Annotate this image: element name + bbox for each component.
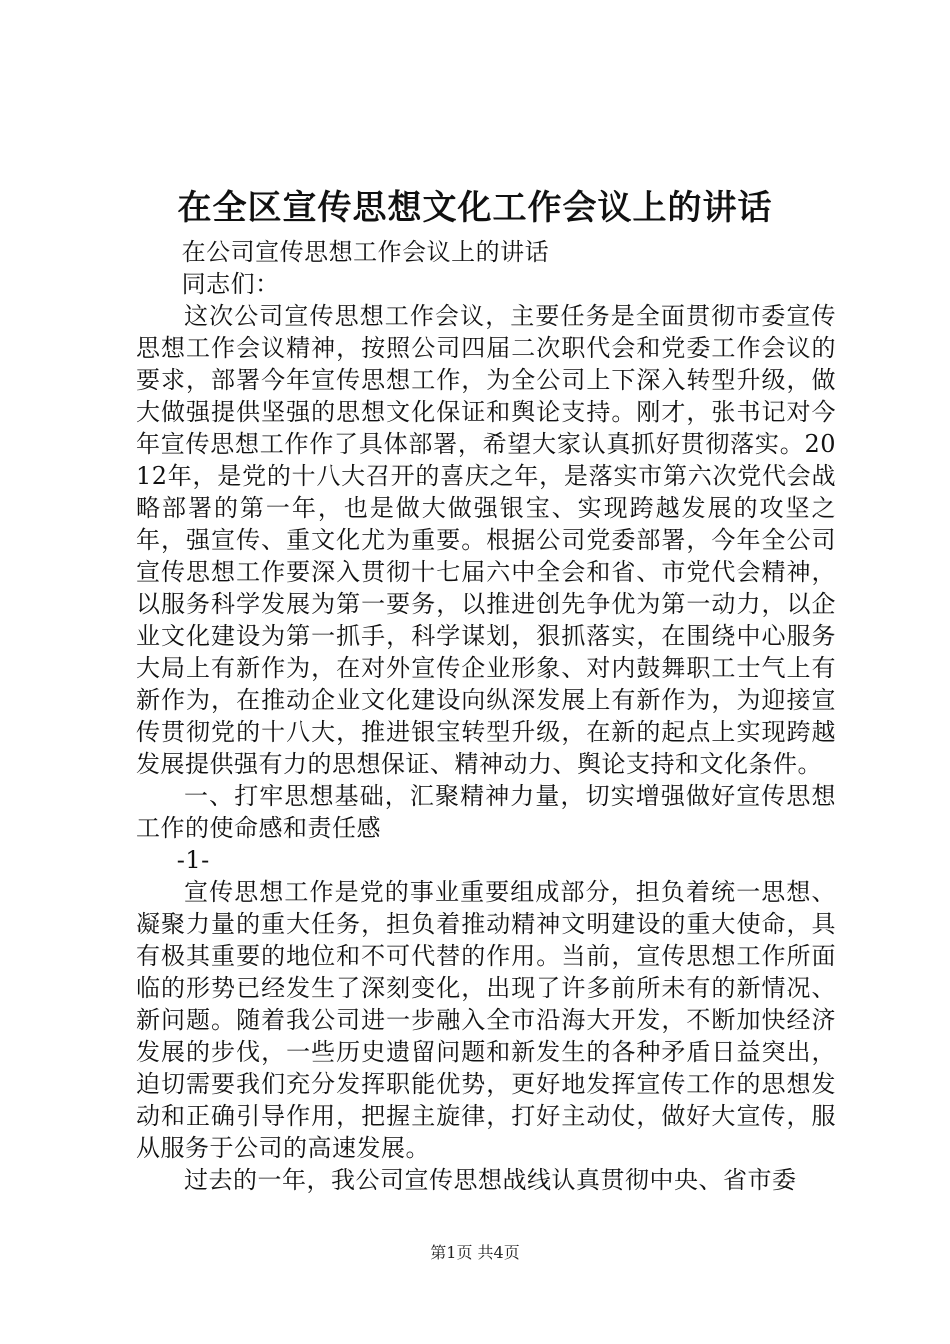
paragraph: 过去的一年，我公司宣传思想战线认真贯彻中央、省市委 (184, 1166, 797, 1194)
inline-page-mark: -1- (176, 846, 210, 874)
page-footer: 第1页 共4页 (430, 1243, 520, 1262)
document-body (136, 236, 836, 1196)
document-title: 在全区宣传思想文化工作会议上的讲话 (177, 188, 773, 228)
paragraph: 这次公司宣传思想工作会议，主要任务是全面贯彻市委宣传思想工作会议精神，按照公司四届二次职代会和党委工作会议的要求，部署今年宣传思想工作，为全公司上下深入转型升级，做大做强提供坚强的思想文化保证和舆论支持。刚才，张书记对今年宣传思想工作作了具体部署，希望大家认真抓好贯彻落实。2012年，是党的十八大召开的喜庆之年，是落实市第六次党代会战略部署的第一年，也是做大做强银宝、实现跨越发展的攻坚之年，强宣传、重文化尤为重要。根据公司党委部署，今年全公司宣传思想工作要深入贯彻十七届六中全会和省、市党代会精神，以服务科学发展为第一要务，以推进创先争优为第一动力，以企业文化建设为第一抓手，科学谋划，狠抓落实，在围绕中心服务大局上有新作为，在对外宣传企业形象、对内鼓舞职工士气上有新作为，在推动企业文化建设向纵深发展上有新作为，为迎接宣传贯彻党的十八大，推进银宝转型升级，在新的起点上实现跨越发展提供强有力的思想保证、精神动力、舆论支持和文化条件。 (136, 302, 836, 778)
section-heading: 一、打牢思想基础，汇聚精神力量，切实增强做好宣传思想工作的使命感和责任感 (136, 782, 836, 842)
salutation: 同志们： (181, 270, 280, 298)
paragraph: 宣传思想工作是党的事业重要组成部分，担负着统一思想、凝聚力量的重大任务，担负着推动精神文明建设的重大使命，具有极其重要的地位和不可代替的作用。当前，宣传思想工作所面临的形势已经发生了深刻变化，出现了许多前所未有的新情况、新问题。随着我公司进一步融入全市沿海大开发，不断加快经济发展的步伐，一些历史遗留问题和新发生的各种矛盾日益突出，迫切需要我们充分发挥职能优势，更好地发挥宣传工作的思想发动和正确引导作用，把握主旋律，打好主动仗，做好大宣传，服从服务于公司的高速发展。 (136, 878, 836, 1162)
speech-subtitle: 在公司宣传思想工作会议上的讲话 (181, 238, 550, 266)
